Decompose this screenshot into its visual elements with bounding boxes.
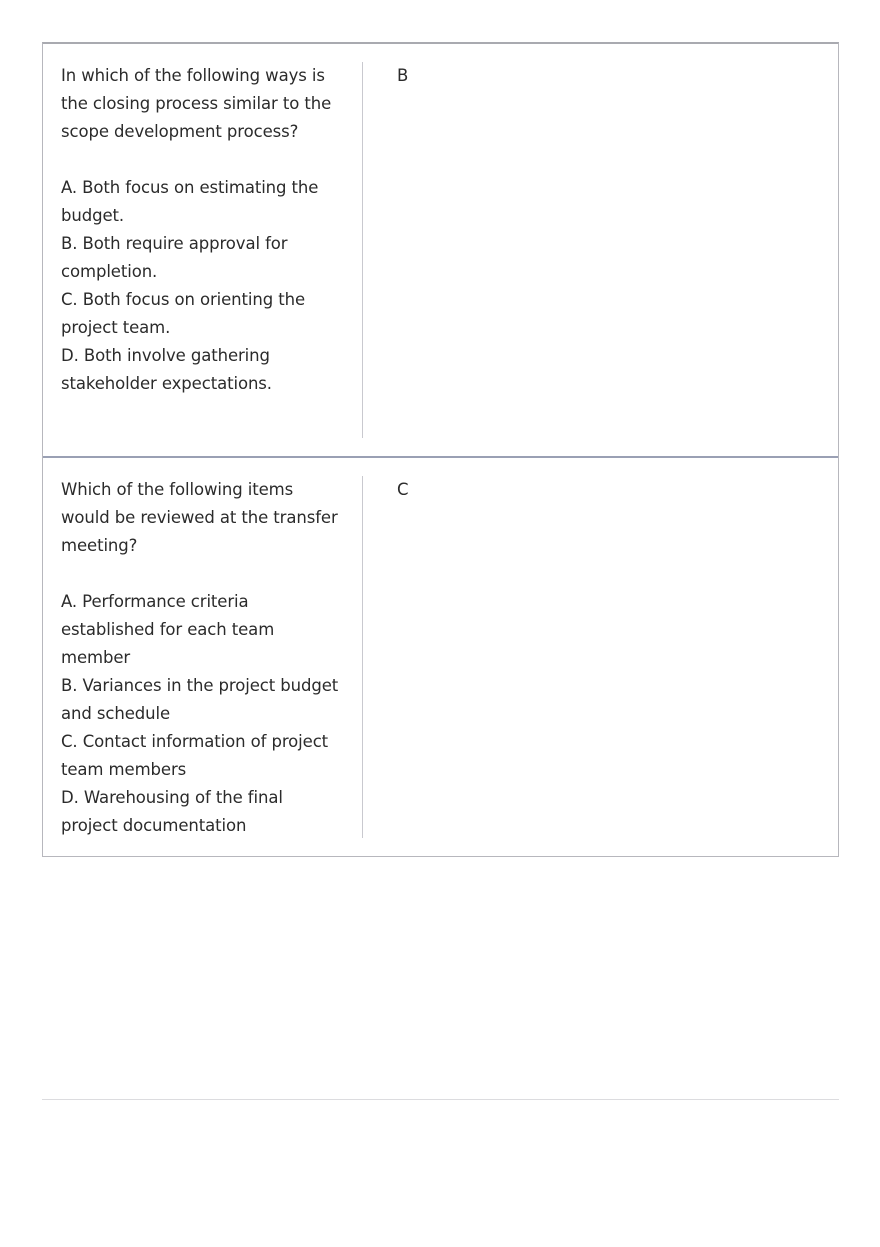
answer-cell: B	[397, 66, 409, 85]
option-a: A. Both focus on estimating the budget.	[61, 178, 319, 225]
flashcard-table	[42, 42, 839, 857]
term-cell	[61, 476, 363, 838]
option-b: B. Variances in the project budget and schedule	[61, 676, 339, 723]
option-b: B. Both require approval for completion.	[61, 234, 288, 281]
option-c: C. Both focus on orienting the project team.	[61, 290, 306, 337]
footer-divider	[42, 1099, 839, 1100]
option-d: D. Both involve gathering stakeholder expectations.	[61, 346, 272, 393]
flashcard-row	[43, 44, 838, 456]
option-c: C. Contact information of project team members	[61, 732, 329, 779]
question-text: In which of the following ways is the closing process similar to the scope development process?	[61, 66, 332, 141]
term-cell	[61, 62, 363, 438]
flashcard-row	[43, 456, 838, 856]
option-a: A. Performance criteria established for each team member	[61, 592, 275, 667]
answer-cell: C	[397, 480, 409, 499]
question-text: Which of the following items would be reviewed at the transfer meeting?	[61, 480, 338, 555]
option-d: D. Warehousing of the final project documentation	[61, 788, 283, 835]
